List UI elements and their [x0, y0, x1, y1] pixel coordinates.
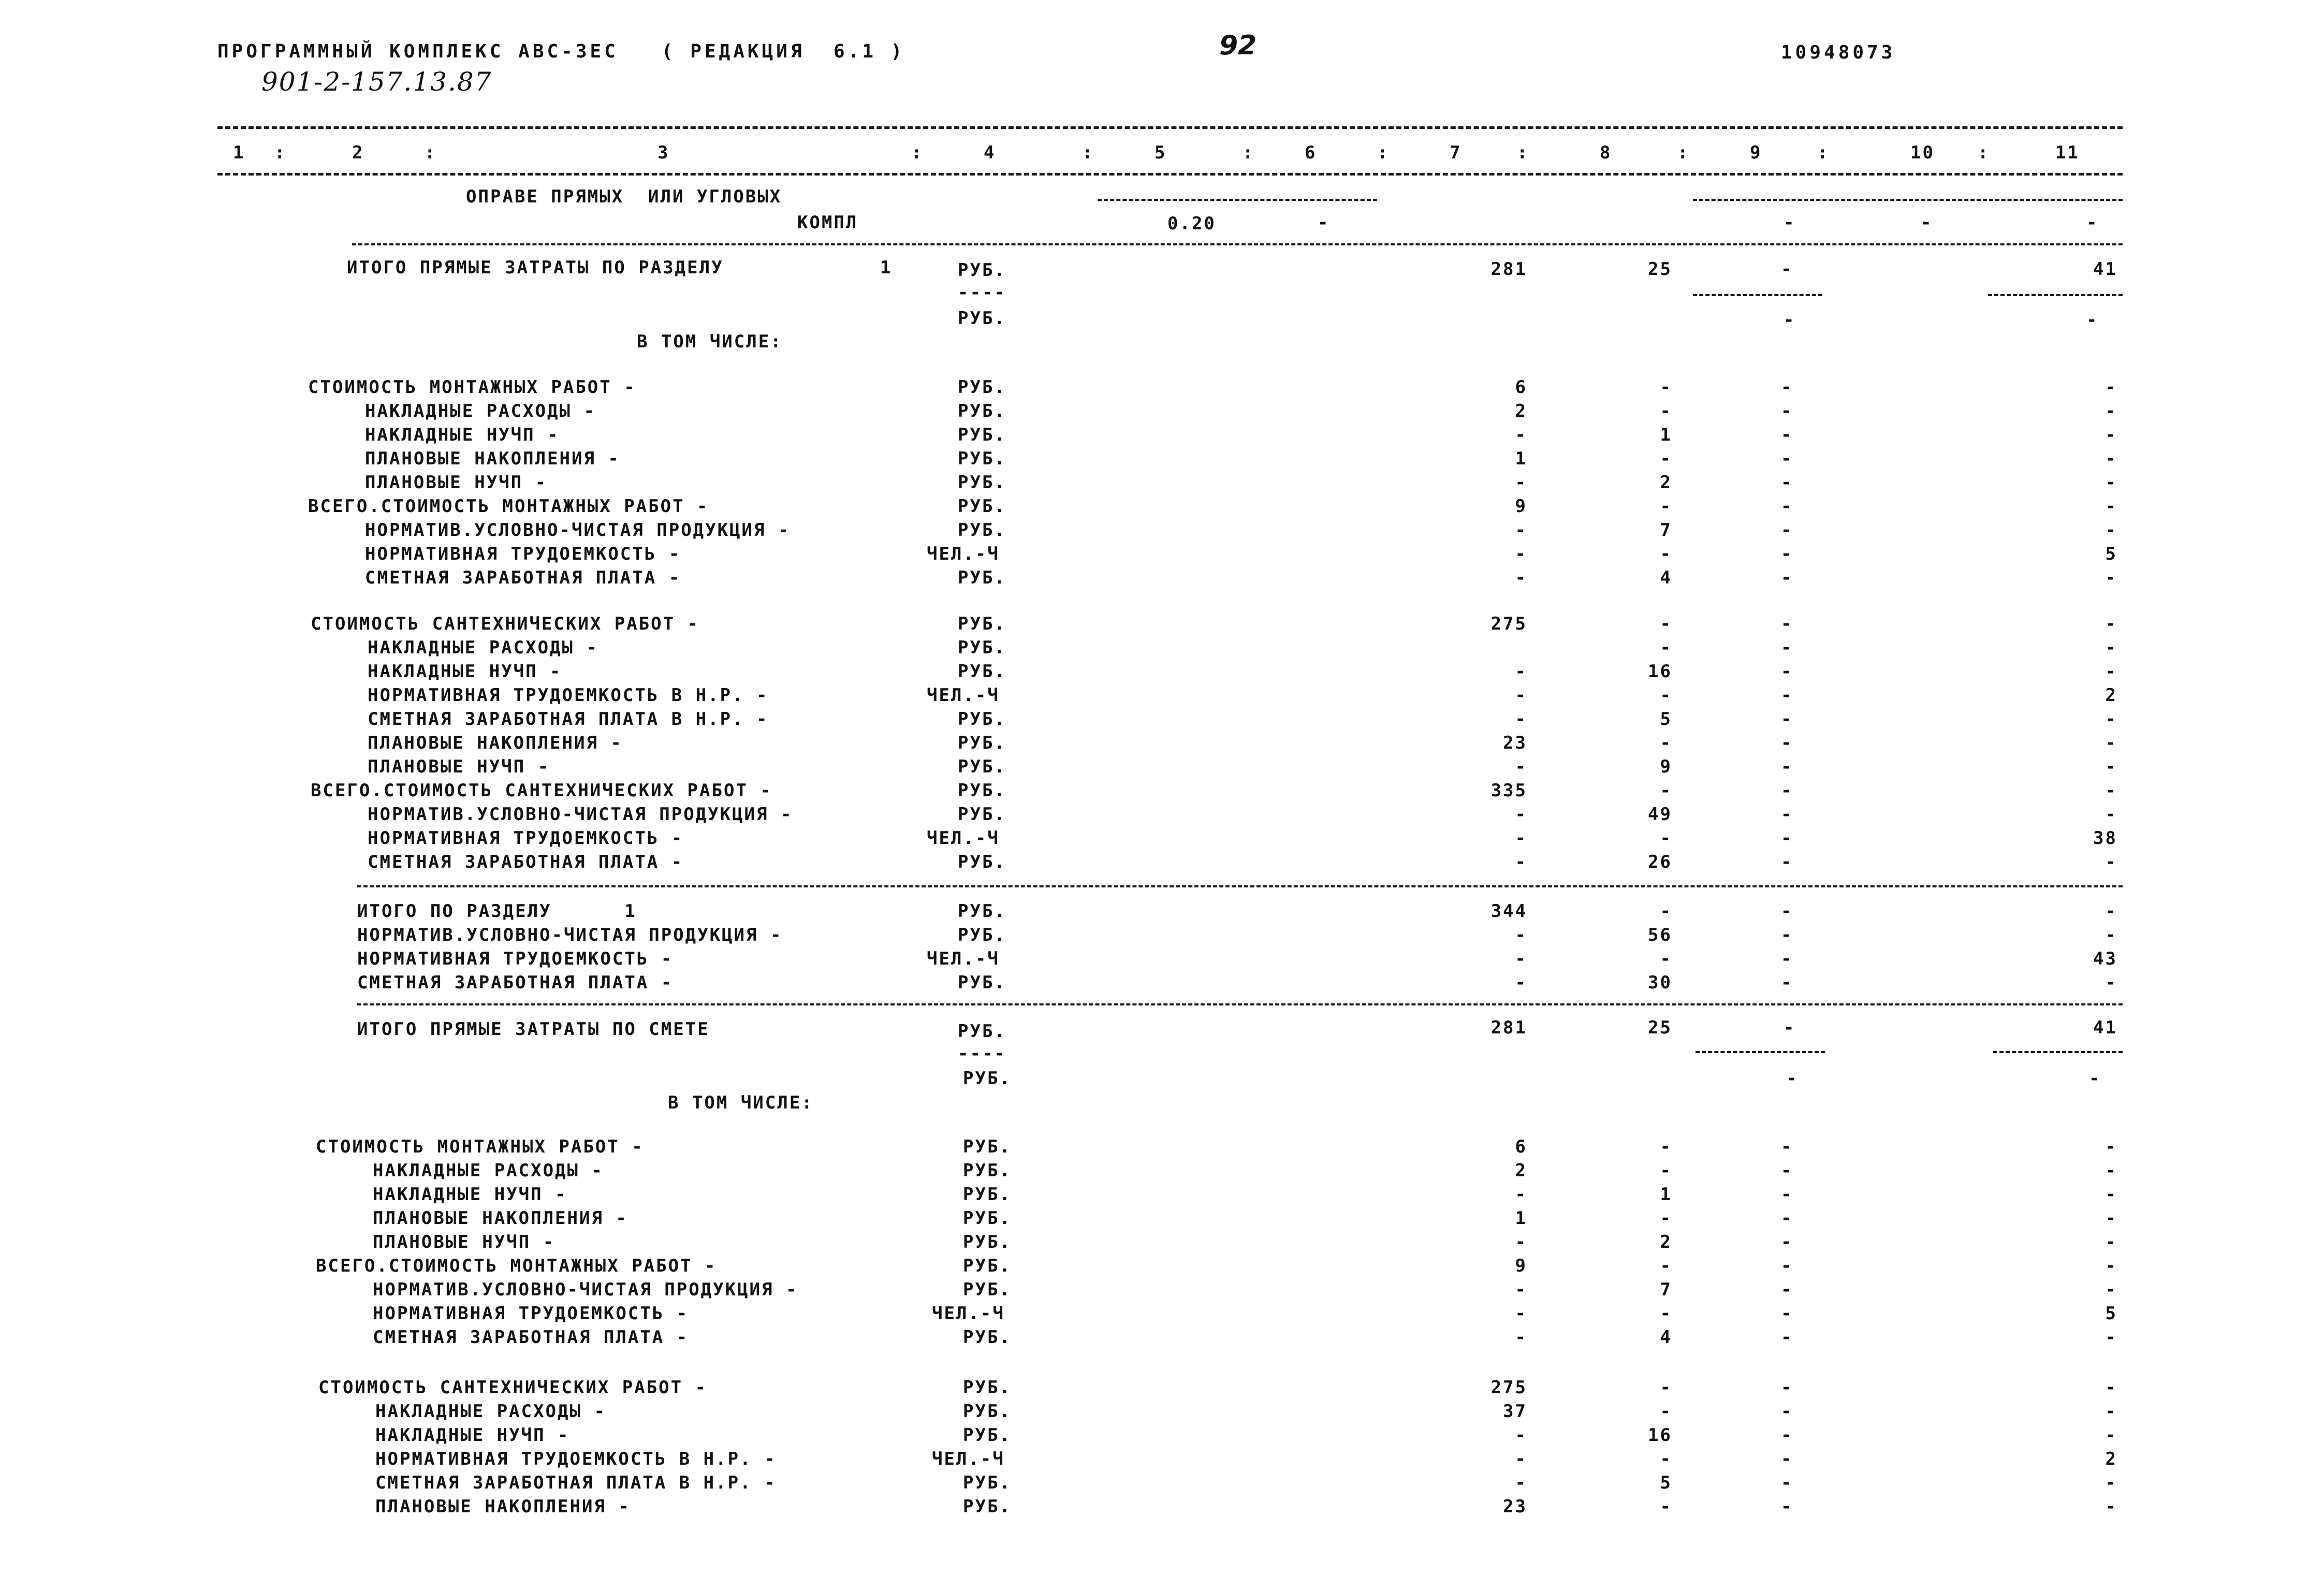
row-value-col8: 30: [1648, 972, 1672, 993]
row-unit: РУБ.: [963, 1279, 1012, 1300]
row-value-col9: -: [1781, 496, 1793, 517]
row-value-col7: -: [1515, 852, 1527, 872]
dash-mark: -: [1921, 212, 1933, 233]
row-value-col11: -: [2105, 1496, 2117, 1517]
value-col8: 25: [1648, 259, 1672, 280]
column-separator: :: [1243, 142, 1255, 163]
dash-mark: -: [2086, 212, 2099, 233]
row-label: ПЛАНОВЫЕ НУЧП -: [373, 1232, 556, 1252]
row-value-col11: -: [2105, 1472, 2117, 1493]
row-value-col7: -: [1515, 972, 1527, 993]
row-value-col11: -: [2105, 661, 2117, 682]
column-number: 2: [352, 142, 364, 163]
row-value-col9: -: [1781, 972, 1793, 993]
row-value-col8: -: [1660, 780, 1672, 801]
row-value-col9: -: [1781, 804, 1793, 825]
column-number: 3: [657, 142, 670, 163]
column-number: 10: [1910, 142, 1935, 163]
row-value-col9: -: [1781, 1377, 1793, 1398]
row-label: СМЕТНАЯ ЗАРАБОТНАЯ ПЛАТА -: [368, 852, 684, 872]
row-value-col11: -: [2105, 1208, 2117, 1229]
row-label: ПЛАНОВЫЕ НАКОПЛЕНИЯ -: [375, 1496, 631, 1517]
row-value-col7: -: [1515, 1279, 1527, 1300]
row-label: СМЕТНАЯ ЗАРАБОТНАЯ ПЛАТА -: [373, 1327, 689, 1348]
row-value-col9: -: [1781, 756, 1793, 777]
row-value-col11: -: [2105, 972, 2117, 993]
row-label: НОРМАТИВНАЯ ТРУДОЕМКОСТЬ В Н.Р. -: [375, 1449, 777, 1469]
dash-mark: -: [1784, 1017, 1796, 1038]
row-value-col11: -: [2105, 425, 2117, 445]
row-value-col7: 2: [1515, 401, 1527, 421]
row-unit: РУБ.: [963, 1377, 1012, 1398]
row-value-col9: -: [1781, 1472, 1793, 1493]
row-value-col9: -: [1781, 425, 1793, 445]
unit: РУБ.: [963, 1068, 1012, 1089]
row-value-col11: 5: [2105, 1303, 2117, 1324]
row-value-col11: -: [2105, 472, 2117, 493]
row-value-col8: 16: [1648, 1425, 1672, 1446]
value-0-20: 0.20: [1167, 213, 1216, 234]
row-value-col9: -: [1781, 709, 1793, 730]
row-value-col7: 2: [1515, 1160, 1527, 1181]
row-value-col11: -: [2105, 1377, 2117, 1398]
row-unit: РУБ.: [958, 567, 1006, 588]
row-value-col7: -: [1515, 567, 1527, 588]
row-value-col11: 38: [2093, 828, 2117, 849]
row-value-col7: -: [1515, 472, 1527, 493]
value-col11: 41: [2093, 259, 2117, 280]
row-unit: РУБ.: [958, 472, 1006, 493]
row-value-col7: 6: [1515, 1136, 1527, 1157]
row-value-col9: -: [1781, 1401, 1793, 1422]
row-label: ПЛАНОВЫЕ НАКОПЛЕНИЯ -: [365, 448, 620, 469]
row-unit: РУБ.: [958, 401, 1006, 421]
column-number: 6: [1305, 142, 1317, 163]
program-header: ПРОГРАММНЫЙ КОМПЛЕКС АВС-ЗЕС ( РЕДАКЦИЯ 6.1 ): [217, 41, 905, 62]
row-value-col7: 275: [1490, 1377, 1527, 1398]
document-code: 10948073: [1781, 42, 1896, 63]
row-value-col11: -: [2105, 709, 2117, 730]
row-value-col11: -: [2105, 1401, 2117, 1422]
row-label: ВСЕГО.СТОИМОСТЬ САНТЕХНИЧЕСКИХ РАБОТ -: [311, 780, 772, 801]
row-label: НОРМАТИВНАЯ ТРУДОЕМКОСТЬ -: [373, 1303, 689, 1324]
column-separator: :: [425, 142, 437, 163]
row-label: ПЛАНОВЫЕ НАКОПЛЕНИЯ -: [373, 1208, 628, 1229]
row-value-col9: -: [1781, 567, 1793, 588]
row-value-col8: -: [1660, 614, 1672, 634]
row-value-col7: -: [1515, 661, 1527, 682]
unit: РУБ.: [958, 260, 1006, 281]
row-value-col7: 6: [1515, 377, 1527, 398]
row-value-col8: -: [1660, 1160, 1672, 1181]
row-value-col8: 49: [1648, 804, 1672, 825]
row-label: ИТОГО ПО РАЗДЕЛУ 1: [357, 901, 637, 922]
section-rule: [357, 1003, 2123, 1005]
row-value-col11: -: [2105, 1327, 2117, 1348]
row-label: ПЛАНОВЫЕ НУЧП -: [365, 472, 548, 493]
column-separator: :: [1978, 142, 1990, 163]
row-value-col9: -: [1781, 377, 1793, 398]
row-value-col8: 4: [1660, 1327, 1672, 1348]
row-value-col9: -: [1781, 1449, 1793, 1469]
row-value-col9: -: [1781, 901, 1793, 922]
row-label: СТОИМОСТЬ САНТЕХНИЧЕСКИХ РАБОТ -: [318, 1377, 708, 1398]
row-value-col8: 7: [1660, 1279, 1672, 1300]
row-value-col11: -: [2105, 756, 2117, 777]
row-value-col11: -: [2105, 925, 2117, 945]
row-value-col7: -: [1515, 520, 1527, 541]
row-value-col7: 23: [1503, 733, 1527, 753]
row-value-col9: -: [1781, 828, 1793, 849]
row-value-col9: -: [1781, 614, 1793, 634]
row-value-col11: 43: [2093, 949, 2117, 969]
row-label: ПЛАНОВЫЕ НАКОПЛЕНИЯ -: [368, 733, 623, 753]
row-value-col11: -: [2105, 733, 2117, 753]
row-value-col8: 2: [1660, 1232, 1672, 1252]
row-value-col9: -: [1781, 637, 1793, 658]
row-value-col11: -: [2105, 1184, 2117, 1205]
row-value-col8: -: [1660, 1401, 1672, 1422]
column-number: 11: [2055, 142, 2080, 163]
column-separator: :: [1677, 142, 1690, 163]
row-value-col9: -: [1781, 1425, 1793, 1446]
top-rule: [217, 126, 2123, 129]
row-value-col9: -: [1781, 1232, 1793, 1252]
row-label: СМЕТНАЯ ЗАРАБОТНАЯ ПЛАТА -: [365, 567, 681, 588]
row-value-col7: 37: [1503, 1401, 1527, 1422]
unit: РУБ.: [958, 1021, 1006, 1042]
row-value-col7: -: [1515, 756, 1527, 777]
dash-mark: -: [1318, 212, 1330, 233]
row-unit: РУБ.: [958, 925, 1006, 945]
dash-segment: [1693, 199, 2123, 201]
row-value-col9: -: [1781, 401, 1793, 421]
value-col11: 41: [2093, 1017, 2117, 1038]
row-value-col11: -: [2105, 1279, 2117, 1300]
row-value-col7: -: [1515, 949, 1527, 969]
row-label: НОРМАТИВ.УСЛОВНО-ЧИСТАЯ ПРОДУКЦИЯ -: [357, 925, 783, 945]
row-value-col7: -: [1515, 1472, 1527, 1493]
row-value-col9: -: [1781, 1327, 1793, 1348]
row-value-col8: 7: [1660, 520, 1672, 541]
column-separator: :: [1517, 142, 1529, 163]
column-separator: :: [1082, 142, 1094, 163]
row-value-col7: 9: [1515, 496, 1527, 517]
dash-segment: [1696, 1051, 1825, 1053]
row-value-col7: 275: [1490, 614, 1527, 634]
row-value-col8: 26: [1648, 852, 1672, 872]
row-value-col11: -: [2105, 1256, 2117, 1276]
row-label: НОРМАТИВНАЯ ТРУДОЕМКОСТЬ -: [368, 828, 684, 849]
dash-mark: -: [1786, 1068, 1799, 1089]
unit-dashes: ----: [958, 282, 1006, 303]
row-unit: РУБ.: [958, 901, 1006, 922]
column-separator: :: [911, 142, 924, 163]
row-label: НАКЛАДНЫЕ РАСХОДЫ -: [373, 1160, 604, 1181]
row-unit: ЧЕЛ.-Ч: [932, 1303, 1005, 1324]
row-value-col8: 5: [1660, 1472, 1672, 1493]
value-col7: 281: [1490, 1017, 1527, 1038]
row-label: СТОИМОСТЬ МОНТАЖНЫХ РАБОТ -: [308, 377, 636, 398]
row-label: НАКЛАДНЫЕ НУЧП -: [373, 1184, 567, 1205]
row-value-col8: -: [1660, 1208, 1672, 1229]
row-label: НОРМАТИВНАЯ ТРУДОЕМКОСТЬ -: [357, 949, 674, 969]
row-value-col9: -: [1781, 544, 1793, 564]
row-value-col9: -: [1781, 1184, 1793, 1205]
row-unit: РУБ.: [958, 756, 1006, 777]
row-value-col7: -: [1515, 1327, 1527, 1348]
row-value-col7: -: [1515, 685, 1527, 706]
row-value-col11: -: [2105, 804, 2117, 825]
row-value-col7: 1: [1515, 448, 1527, 469]
row-label: НОРМАТИВ.УСЛОВНО-ЧИСТАЯ ПРОДУКЦИЯ -: [373, 1279, 798, 1300]
row-value-col9: -: [1781, 733, 1793, 753]
column-number: 1: [233, 142, 245, 163]
handwritten-reference: 901-2-157.13.87: [261, 67, 492, 97]
row-value-col7: -: [1515, 1184, 1527, 1205]
row-value-col8: -: [1660, 1256, 1672, 1276]
row-value-col11: -: [2105, 520, 2117, 541]
row-value-col11: -: [2105, 496, 2117, 517]
section-rule: [352, 243, 2123, 245]
row-label: НОРМАТИВНАЯ ТРУДОЕМКОСТЬ -: [365, 544, 681, 564]
row-value-col7: -: [1515, 1449, 1527, 1469]
row-value-col9: -: [1781, 1256, 1793, 1276]
row-value-col8: -: [1660, 685, 1672, 706]
column-separator: :: [274, 142, 287, 163]
row-value-col9: -: [1781, 661, 1793, 682]
row-value-col7: 9: [1515, 1256, 1527, 1276]
row-value-col7: -: [1515, 425, 1527, 445]
row-value-col8: -: [1660, 1136, 1672, 1157]
dash-segment: [1988, 294, 2123, 296]
row-value-col9: -: [1781, 1208, 1793, 1229]
row-value-col9: -: [1781, 949, 1793, 969]
row-unit: РУБ.: [958, 972, 1006, 993]
row-unit: ЧЕЛ.-Ч: [927, 544, 1000, 564]
row-value-col9: -: [1781, 925, 1793, 945]
row-unit: ЧЕЛ.-Ч: [927, 949, 1000, 969]
row-label: НАКЛАДНЫЕ НУЧП -: [368, 661, 562, 682]
row-value-col7: -: [1515, 544, 1527, 564]
row-unit: РУБ.: [958, 425, 1006, 445]
row-value-col9: -: [1781, 1160, 1793, 1181]
row-unit: РУБ.: [963, 1496, 1012, 1517]
value-col7: 281: [1490, 259, 1527, 280]
dash-mark: -: [1784, 212, 1796, 233]
unit-dashes: ----: [958, 1043, 1006, 1064]
row-unit: РУБ.: [958, 804, 1006, 825]
row-label: ПЛАНОВЫЕ НУЧП -: [368, 756, 550, 777]
row-label: НОРМАТИВ.УСЛОВНО-ЧИСТАЯ ПРОДУКЦИЯ -: [368, 804, 793, 825]
unit: РУБ.: [958, 308, 1006, 329]
row-unit: РУБ.: [958, 852, 1006, 872]
row-value-col9: -: [1781, 1496, 1793, 1517]
row-value-col8: 1: [1660, 1184, 1672, 1205]
column-number: 7: [1450, 142, 1462, 163]
row-value-col7: -: [1515, 804, 1527, 825]
row-value-col9: -: [1781, 472, 1793, 493]
row-value-col9: -: [1781, 1279, 1793, 1300]
row-value-col8: -: [1660, 1377, 1672, 1398]
row-value-col7: -: [1515, 1303, 1527, 1324]
dash-segment: [1693, 294, 1822, 296]
row-unit: РУБ.: [963, 1160, 1012, 1181]
row-value-col8: -: [1660, 949, 1672, 969]
row-label: СМЕТНАЯ ЗАРАБОТНАЯ ПЛАТА -: [357, 972, 674, 993]
row-label: СМЕТНАЯ ЗАРАБОТНАЯ ПЛАТА В Н.Р. -: [375, 1472, 777, 1493]
row-value-col9: -: [1781, 1303, 1793, 1324]
row-value-col11: -: [2105, 567, 2117, 588]
row-value-col8: -: [1660, 1449, 1672, 1469]
row-value-col8: -: [1660, 448, 1672, 469]
row-unit: РУБ.: [958, 520, 1006, 541]
row-unit: РУБ.: [963, 1232, 1012, 1252]
column-number: 4: [984, 142, 996, 163]
row-value-col8: -: [1660, 733, 1672, 753]
row-label: НАКЛАДНЫЕ РАСХОДЫ -: [368, 637, 598, 658]
row-value-col8: 1: [1660, 425, 1672, 445]
row-value-col7: 335: [1490, 780, 1527, 801]
column-number: 9: [1750, 142, 1762, 163]
row-unit: РУБ.: [958, 637, 1006, 658]
row-label: НАКЛАДНЫЕ НУЧП -: [365, 425, 560, 445]
row-value-col11: -: [2105, 901, 2117, 922]
value-col8: 25: [1648, 1017, 1672, 1038]
row-value-col11: -: [2105, 1425, 2117, 1446]
row-unit: РУБ.: [958, 448, 1006, 469]
row-value-col7: 1: [1515, 1208, 1527, 1229]
dash-mark: -: [1784, 310, 1796, 330]
row-value-col8: -: [1660, 544, 1672, 564]
section-text-2: КОМПЛ: [797, 212, 858, 233]
total-direct-label: ИТОГО ПРЯМЫЕ ЗАТРАТЫ ПО РАЗДЕЛУ: [347, 257, 724, 278]
row-value-col8: -: [1660, 637, 1672, 658]
dash-mark: -: [1781, 259, 1793, 280]
row-value-col9: -: [1781, 852, 1793, 872]
row-label: НАКЛАДНЫЕ РАСХОДЫ -: [365, 401, 596, 421]
row-value-col11: 2: [2105, 1449, 2117, 1469]
row-unit: РУБ.: [963, 1327, 1012, 1348]
row-value-col8: -: [1660, 496, 1672, 517]
dash-mark: -: [2086, 310, 2099, 330]
row-value-col11: -: [2105, 614, 2117, 634]
including-label: В ТОМ ЧИСЛЕ:: [668, 1092, 814, 1113]
row-value-col11: -: [2105, 377, 2117, 398]
row-value-col7: 344: [1490, 901, 1527, 922]
dash-mark: -: [2089, 1068, 2101, 1089]
row-label: НАКЛАДНЫЕ НУЧП -: [375, 1425, 570, 1446]
row-value-col8: -: [1660, 828, 1672, 849]
including-label: В ТОМ ЧИСЛЕ:: [637, 331, 783, 352]
row-value-col8: -: [1660, 1496, 1672, 1517]
row-label: НОРМАТИВ.УСЛОВНО-ЧИСТАЯ ПРОДУКЦИЯ -: [365, 520, 791, 541]
row-label: НОРМАТИВНАЯ ТРУДОЕМКОСТЬ В Н.Р. -: [368, 685, 769, 706]
row-value-col11: -: [2105, 448, 2117, 469]
row-value-col8: 4: [1660, 567, 1672, 588]
row-value-col11: 5: [2105, 544, 2117, 564]
row-label: СТОИМОСТЬ САНТЕХНИЧЕСКИХ РАБОТ -: [311, 614, 700, 634]
row-value-col8: 16: [1648, 661, 1672, 682]
row-unit: ЧЕЛ.-Ч: [927, 828, 1000, 849]
row-value-col11: -: [2105, 637, 2117, 658]
column-number: 5: [1154, 142, 1167, 163]
page-number: 92: [1219, 30, 1257, 61]
dash-segment: [1993, 1051, 2123, 1053]
total-estimate-label: ИТОГО ПРЯМЫЕ ЗАТРАТЫ ПО СМЕТЕ: [357, 1019, 710, 1040]
section-number: 1: [880, 257, 893, 278]
column-number: 8: [1600, 142, 1612, 163]
row-value-col8: 9: [1660, 756, 1672, 777]
row-unit: РУБ.: [958, 733, 1006, 753]
row-unit: РУБ.: [958, 661, 1006, 682]
row-label: СМЕТНАЯ ЗАРАБОТНАЯ ПЛАТА В Н.Р. -: [368, 709, 769, 730]
row-label: ВСЕГО.СТОИМОСТЬ МОНТАЖНЫХ РАБОТ -: [308, 496, 709, 517]
row-unit: РУБ.: [963, 1136, 1012, 1157]
row-value-col7: -: [1515, 828, 1527, 849]
row-unit: РУБ.: [958, 780, 1006, 801]
row-unit: РУБ.: [963, 1425, 1012, 1446]
row-value-col8: -: [1660, 901, 1672, 922]
row-unit: ЧЕЛ.-Ч: [927, 685, 1000, 706]
row-value-col11: -: [2105, 1160, 2117, 1181]
row-value-col7: -: [1515, 925, 1527, 945]
row-value-col11: -: [2105, 401, 2117, 421]
row-unit: РУБ.: [958, 377, 1006, 398]
dash-segment: [1098, 199, 1377, 201]
row-value-col11: 2: [2105, 685, 2117, 706]
row-unit: РУБ.: [963, 1401, 1012, 1422]
row-unit: РУБ.: [958, 614, 1006, 634]
header-bottom-rule: [217, 173, 2123, 176]
section-rule: [357, 885, 2123, 887]
row-value-col8: -: [1660, 1303, 1672, 1324]
row-value-col9: -: [1781, 780, 1793, 801]
row-label: ВСЕГО.СТОИМОСТЬ МОНТАЖНЫХ РАБОТ -: [316, 1256, 717, 1276]
row-value-col7: 23: [1503, 1496, 1527, 1517]
row-label: СТОИМОСТЬ МОНТАЖНЫХ РАБОТ -: [316, 1136, 644, 1157]
row-value-col7: -: [1515, 1232, 1527, 1252]
row-unit: РУБ.: [958, 709, 1006, 730]
row-value-col8: -: [1660, 377, 1672, 398]
row-value-col7: -: [1515, 709, 1527, 730]
row-value-col11: -: [2105, 852, 2117, 872]
row-value-col9: -: [1781, 448, 1793, 469]
row-value-col11: -: [2105, 780, 2117, 801]
row-label: НАКЛАДНЫЕ РАСХОДЫ -: [375, 1401, 606, 1422]
row-value-col8: -: [1660, 401, 1672, 421]
row-value-col11: -: [2105, 1232, 2117, 1252]
row-unit: РУБ.: [963, 1184, 1012, 1205]
row-value-col9: -: [1781, 685, 1793, 706]
row-unit: РУБ.: [958, 496, 1006, 517]
row-unit: РУБ.: [963, 1472, 1012, 1493]
row-value-col9: -: [1781, 520, 1793, 541]
row-unit: РУБ.: [963, 1208, 1012, 1229]
row-value-col9: -: [1781, 1136, 1793, 1157]
row-value-col7: -: [1515, 1425, 1527, 1446]
column-separator: :: [1817, 142, 1830, 163]
row-value-col11: -: [2105, 1136, 2117, 1157]
row-value-col8: 5: [1660, 709, 1672, 730]
column-separator: :: [1377, 142, 1390, 163]
row-value-col8: 56: [1648, 925, 1672, 945]
section-text-1: ОПРАВЕ ПРЯМЫХ ИЛИ УГЛОВЫХ: [466, 186, 782, 207]
row-unit: РУБ.: [963, 1256, 1012, 1276]
row-unit: ЧЕЛ.-Ч: [932, 1449, 1005, 1469]
row-value-col8: 2: [1660, 472, 1672, 493]
